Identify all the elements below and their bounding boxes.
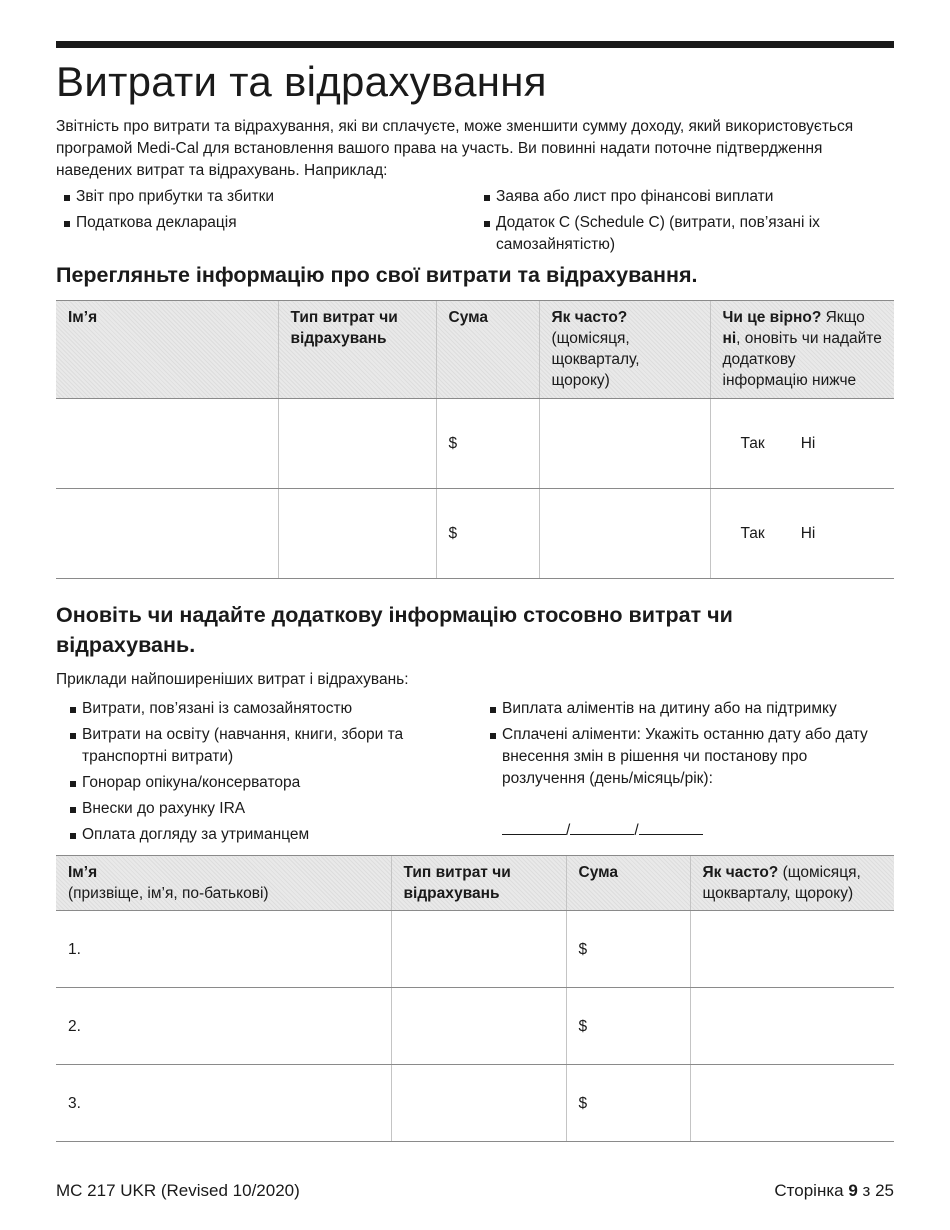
type-cell[interactable] — [278, 399, 436, 489]
update-heading: Оновіть чи надайте додаткову інформацію стосовно витрат чи відрахувань. — [56, 603, 733, 657]
frequency-cell[interactable] — [539, 489, 710, 579]
list-item: Внески до рахунку IRA — [68, 798, 473, 820]
col-header-amount: Сума — [436, 301, 539, 399]
frequency-cell[interactable] — [539, 399, 710, 489]
review-heading: Перегляньте інформацію про свої витрати та відрахування. — [56, 263, 698, 287]
amount-cell[interactable]: $ — [436, 399, 539, 489]
common-expenses-left — [68, 698, 473, 850]
divorce-date-field: / / — [502, 820, 703, 842]
name-cell[interactable] — [56, 399, 278, 489]
no-option[interactable]: Ні — [800, 435, 816, 452]
amount-cell[interactable]: $ — [436, 489, 539, 579]
list-item: Гонорар опікуна/консерватора — [68, 772, 473, 794]
type-cell[interactable] — [391, 1065, 566, 1142]
review-table — [56, 300, 894, 579]
list-item: Звіт про прибутки та збитки — [62, 186, 462, 208]
list-item: Оплата догляду за утриманцем — [68, 824, 473, 846]
amount-cell[interactable]: $ — [566, 988, 690, 1065]
col-header-type: Тип витрат чи відрахувань — [391, 856, 566, 911]
correct-cell — [710, 399, 894, 489]
page-title: Витрати та відрахування — [56, 58, 547, 105]
name-cell[interactable]: 1. — [56, 911, 391, 988]
common-expenses-right — [488, 698, 893, 794]
col-header-name: Ім’я — [56, 301, 278, 399]
update-subtitle: Приклади найпоширеніших витрат і відрахувань: — [56, 671, 409, 688]
yes-option[interactable]: Так — [740, 525, 765, 542]
table-row — [56, 489, 894, 579]
col-header-frequency: Як часто? (щомісяця, щокварталу, щороку) — [690, 856, 894, 911]
amount-cell[interactable]: $ — [566, 1065, 690, 1142]
col-header-amount: Сума — [566, 856, 690, 911]
type-cell[interactable] — [391, 988, 566, 1065]
date-year-line[interactable] — [639, 820, 703, 835]
list-item: Сплачені аліменти: Укажіть останню дату або дату внесення змін в рішення чи постанову про розлучення (день/місяць/рік): — [488, 724, 893, 790]
page-number: Сторінка 9 з 25 — [774, 1181, 894, 1200]
intro-text: Звітність про витрати та відрахування, які ви сплачуєте, може зменшити сумму доходу, який використовується програмой Medi-Cal для встановлення вашого права на участь. Ви повинні надати поточне підтвердження наведених витрат та відрахувань. Наприклад: — [56, 118, 854, 179]
list-item: Витрати, пов’язані із самозайнятостю — [68, 698, 473, 720]
yes-option[interactable]: Так — [740, 435, 765, 452]
col-header-name: Ім’я (призвіще, ім’я, по-батькові) — [56, 856, 391, 911]
name-cell[interactable] — [56, 489, 278, 579]
update-table — [56, 855, 894, 1142]
list-item: Заява або лист про фінансові виплати — [482, 186, 832, 208]
col-header-frequency: Як часто? (щомісяця, щокварталу, щороку) — [539, 301, 710, 399]
col-header-type: Тип витрат чи відрахувань — [278, 301, 436, 399]
type-cell[interactable] — [278, 489, 436, 579]
table-row — [56, 911, 894, 988]
no-option[interactable]: Ні — [800, 525, 816, 542]
date-month-line[interactable] — [570, 820, 634, 835]
list-item: Податкова декларація — [62, 212, 462, 234]
table-row — [56, 399, 894, 489]
list-item: Додаток C (Schedule C) (витрати, пов’язані іх самозайнятістю) — [482, 212, 832, 256]
correct-cell — [710, 489, 894, 579]
name-cell[interactable]: 2. — [56, 988, 391, 1065]
frequency-cell[interactable] — [690, 1065, 894, 1142]
examples-left-list — [62, 186, 462, 238]
frequency-cell[interactable] — [690, 988, 894, 1065]
form-id: MC 217 UKR (Revised 10/2020) — [56, 1181, 300, 1200]
date-day-line[interactable] — [502, 820, 566, 835]
col-header-correct: Чи це вірно? Якщо ні, оновіть чи надайте додаткову інформацію нижче — [710, 301, 894, 399]
type-cell[interactable] — [391, 911, 566, 988]
examples-right-list — [482, 186, 832, 260]
frequency-cell[interactable] — [690, 911, 894, 988]
list-item: Виплата аліментів на дитину або на підтримку — [488, 698, 893, 720]
name-cell[interactable]: 3. — [56, 1065, 391, 1142]
table-row — [56, 1065, 894, 1142]
table-row — [56, 988, 894, 1065]
amount-cell[interactable]: $ — [566, 911, 690, 988]
list-item: Витрати на освіту (навчання, книги, збори та транспортні витрати) — [68, 724, 473, 768]
top-rule — [56, 41, 894, 48]
